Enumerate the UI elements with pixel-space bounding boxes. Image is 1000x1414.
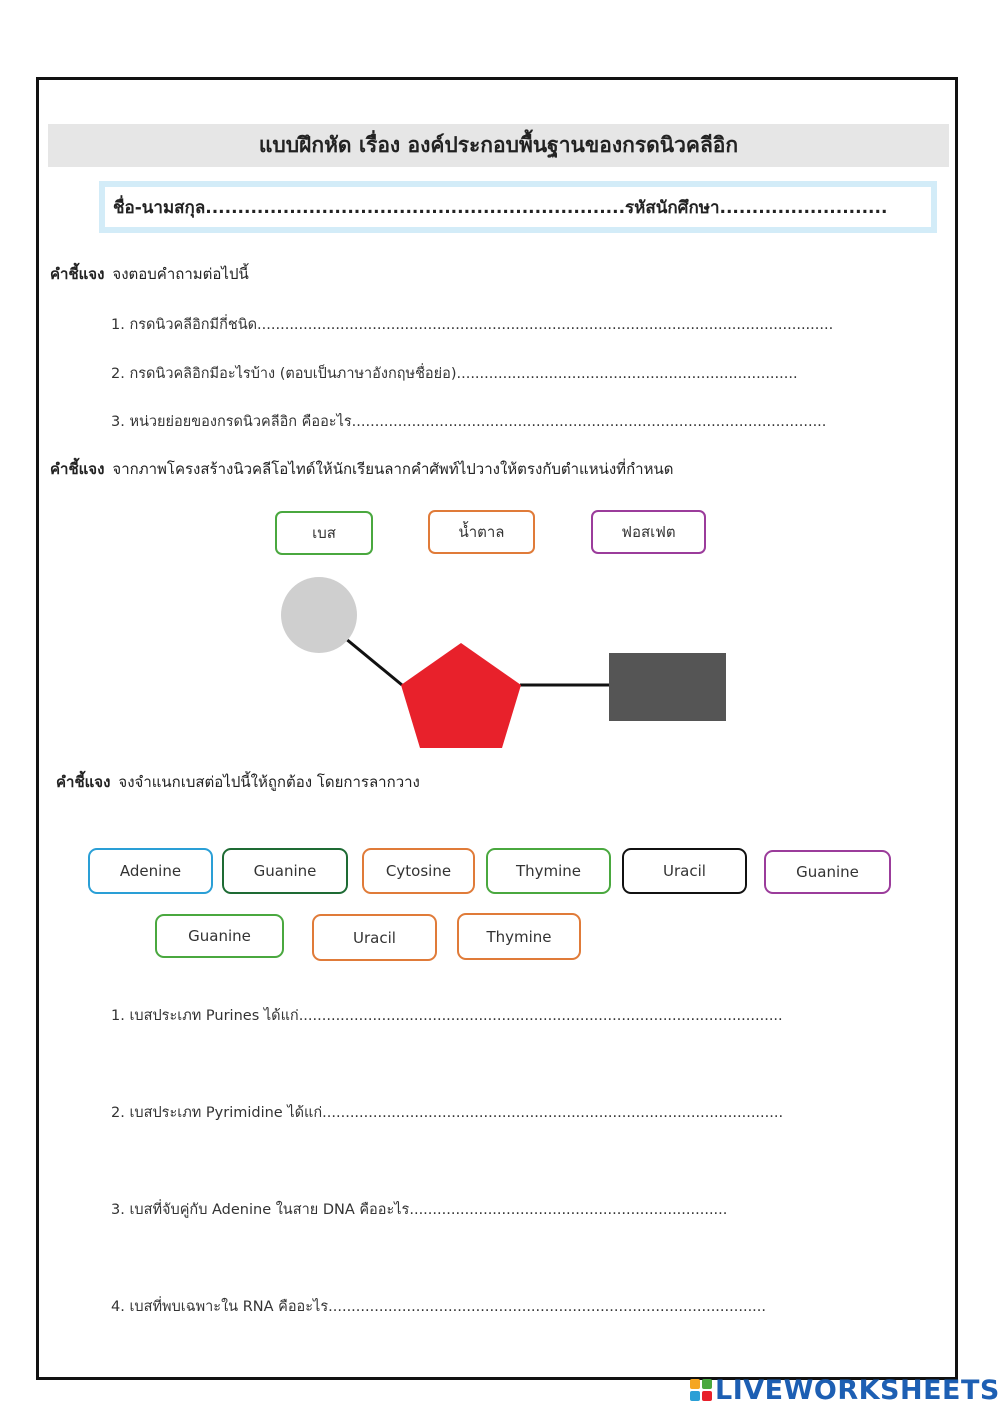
base-card-label: Uracil (353, 928, 396, 947)
base-circle-shape[interactable] (281, 577, 357, 653)
term-phosphate-label: ฟอสเฟต (621, 523, 676, 541)
base-card-adenine[interactable] (88, 848, 213, 894)
instruction-1-label: คำชี้แจง (50, 265, 105, 283)
base-card-label: Thymine (515, 862, 582, 880)
phosphate-square-shape[interactable] (609, 653, 726, 721)
question-1-1[interactable]: 1. กรดนิวคลีอิกมีกี่ชนิด............................................................................................................................. (111, 317, 834, 333)
base-card-thymine-2[interactable] (457, 913, 581, 960)
liveworksheets-icon (690, 1379, 712, 1401)
instruction-2 (50, 457, 673, 481)
base-card-guanine-3[interactable] (155, 914, 284, 958)
instruction-2-text: จากภาพโครงสร้างนิวคลีโอไทด์ให้นักเรียนลากคำศัพท์ไปวางให้ตรงกับตำแหน่งที่กำหนด (112, 460, 674, 478)
instruction-1 (50, 262, 249, 286)
base-card-label: Thymine (486, 927, 552, 946)
question-1-3[interactable]: 3. หน่วยย่อยของกรดนิวคลีอิก คืออะไร....................................................................................................... (111, 414, 827, 430)
student-info-box (99, 181, 937, 233)
question-3-3[interactable]: 3. เบสที่จับคู่กับ Adenine ในสาย DNA คืออะไร..................................................................... (111, 1202, 728, 1218)
base-card-label: Guanine (253, 862, 317, 880)
question-3-1[interactable]: 1. เบสประเภท Purines ได้แก่......................................................................................................... (111, 1008, 783, 1024)
base-card-uracil-1[interactable] (622, 848, 747, 894)
base-card-uracil-2[interactable] (312, 914, 437, 961)
term-base[interactable] (275, 511, 373, 555)
liveworksheets-logo (690, 1372, 1000, 1408)
base-card-cytosine[interactable] (362, 848, 475, 894)
liveworksheets-text: LIVEWORKSHEETS (715, 1374, 1000, 1406)
student-info-line: ชื่อ-นามสกุล.................................................................รหัสนักศึกษา.......................... (113, 197, 888, 218)
worksheet-title (48, 124, 949, 167)
term-phosphate[interactable] (591, 510, 706, 554)
instruction-1-text: จงตอบคำถามต่อไปนี้ (112, 265, 249, 283)
instruction-3 (56, 770, 420, 794)
base-card-label: Guanine (188, 927, 251, 945)
question-3-4[interactable]: 4. เบสที่พบเฉพาะใน RNA คืออะไร............................................................................................... (111, 1299, 766, 1315)
base-card-guanine-1[interactable] (222, 848, 348, 894)
question-3-2[interactable]: 2. เบสประเภท Pyrimidine ได้แก่.................................................................................................... (111, 1105, 784, 1121)
question-1-2[interactable]: 2. กรดนิวคลิอิกมีอะไรบ้าง (ตอบเป็นภาษาอังกฤษชื่อย่อ).......................................................................... (111, 366, 798, 382)
instruction-3-label: คำชี้แจง (56, 773, 111, 791)
base-card-label: Adenine (119, 862, 182, 880)
nucleotide-diagram (252, 577, 744, 752)
instruction-3-text: จงจำแนกเบสต่อไปนี้ให้ถูกต้อง โดยการลากวาง (118, 773, 420, 791)
base-card-label: Uracil (663, 862, 706, 880)
term-base-label: เบส (312, 524, 336, 542)
base-card-label: Guanine (796, 863, 859, 881)
term-sugar[interactable] (428, 510, 535, 554)
base-card-thymine-1[interactable] (486, 848, 611, 894)
base-card-guanine-2[interactable] (764, 850, 891, 894)
instruction-2-label: คำชี้แจง (50, 460, 105, 478)
base-card-label: Cytosine (385, 862, 452, 880)
term-sugar-label: น้ำตาล (458, 523, 505, 541)
worksheet-title-text: แบบฝึกหัด เรื่อง องค์ประกอบพื้นฐานของกรดนิวคลีอิก (258, 133, 739, 157)
